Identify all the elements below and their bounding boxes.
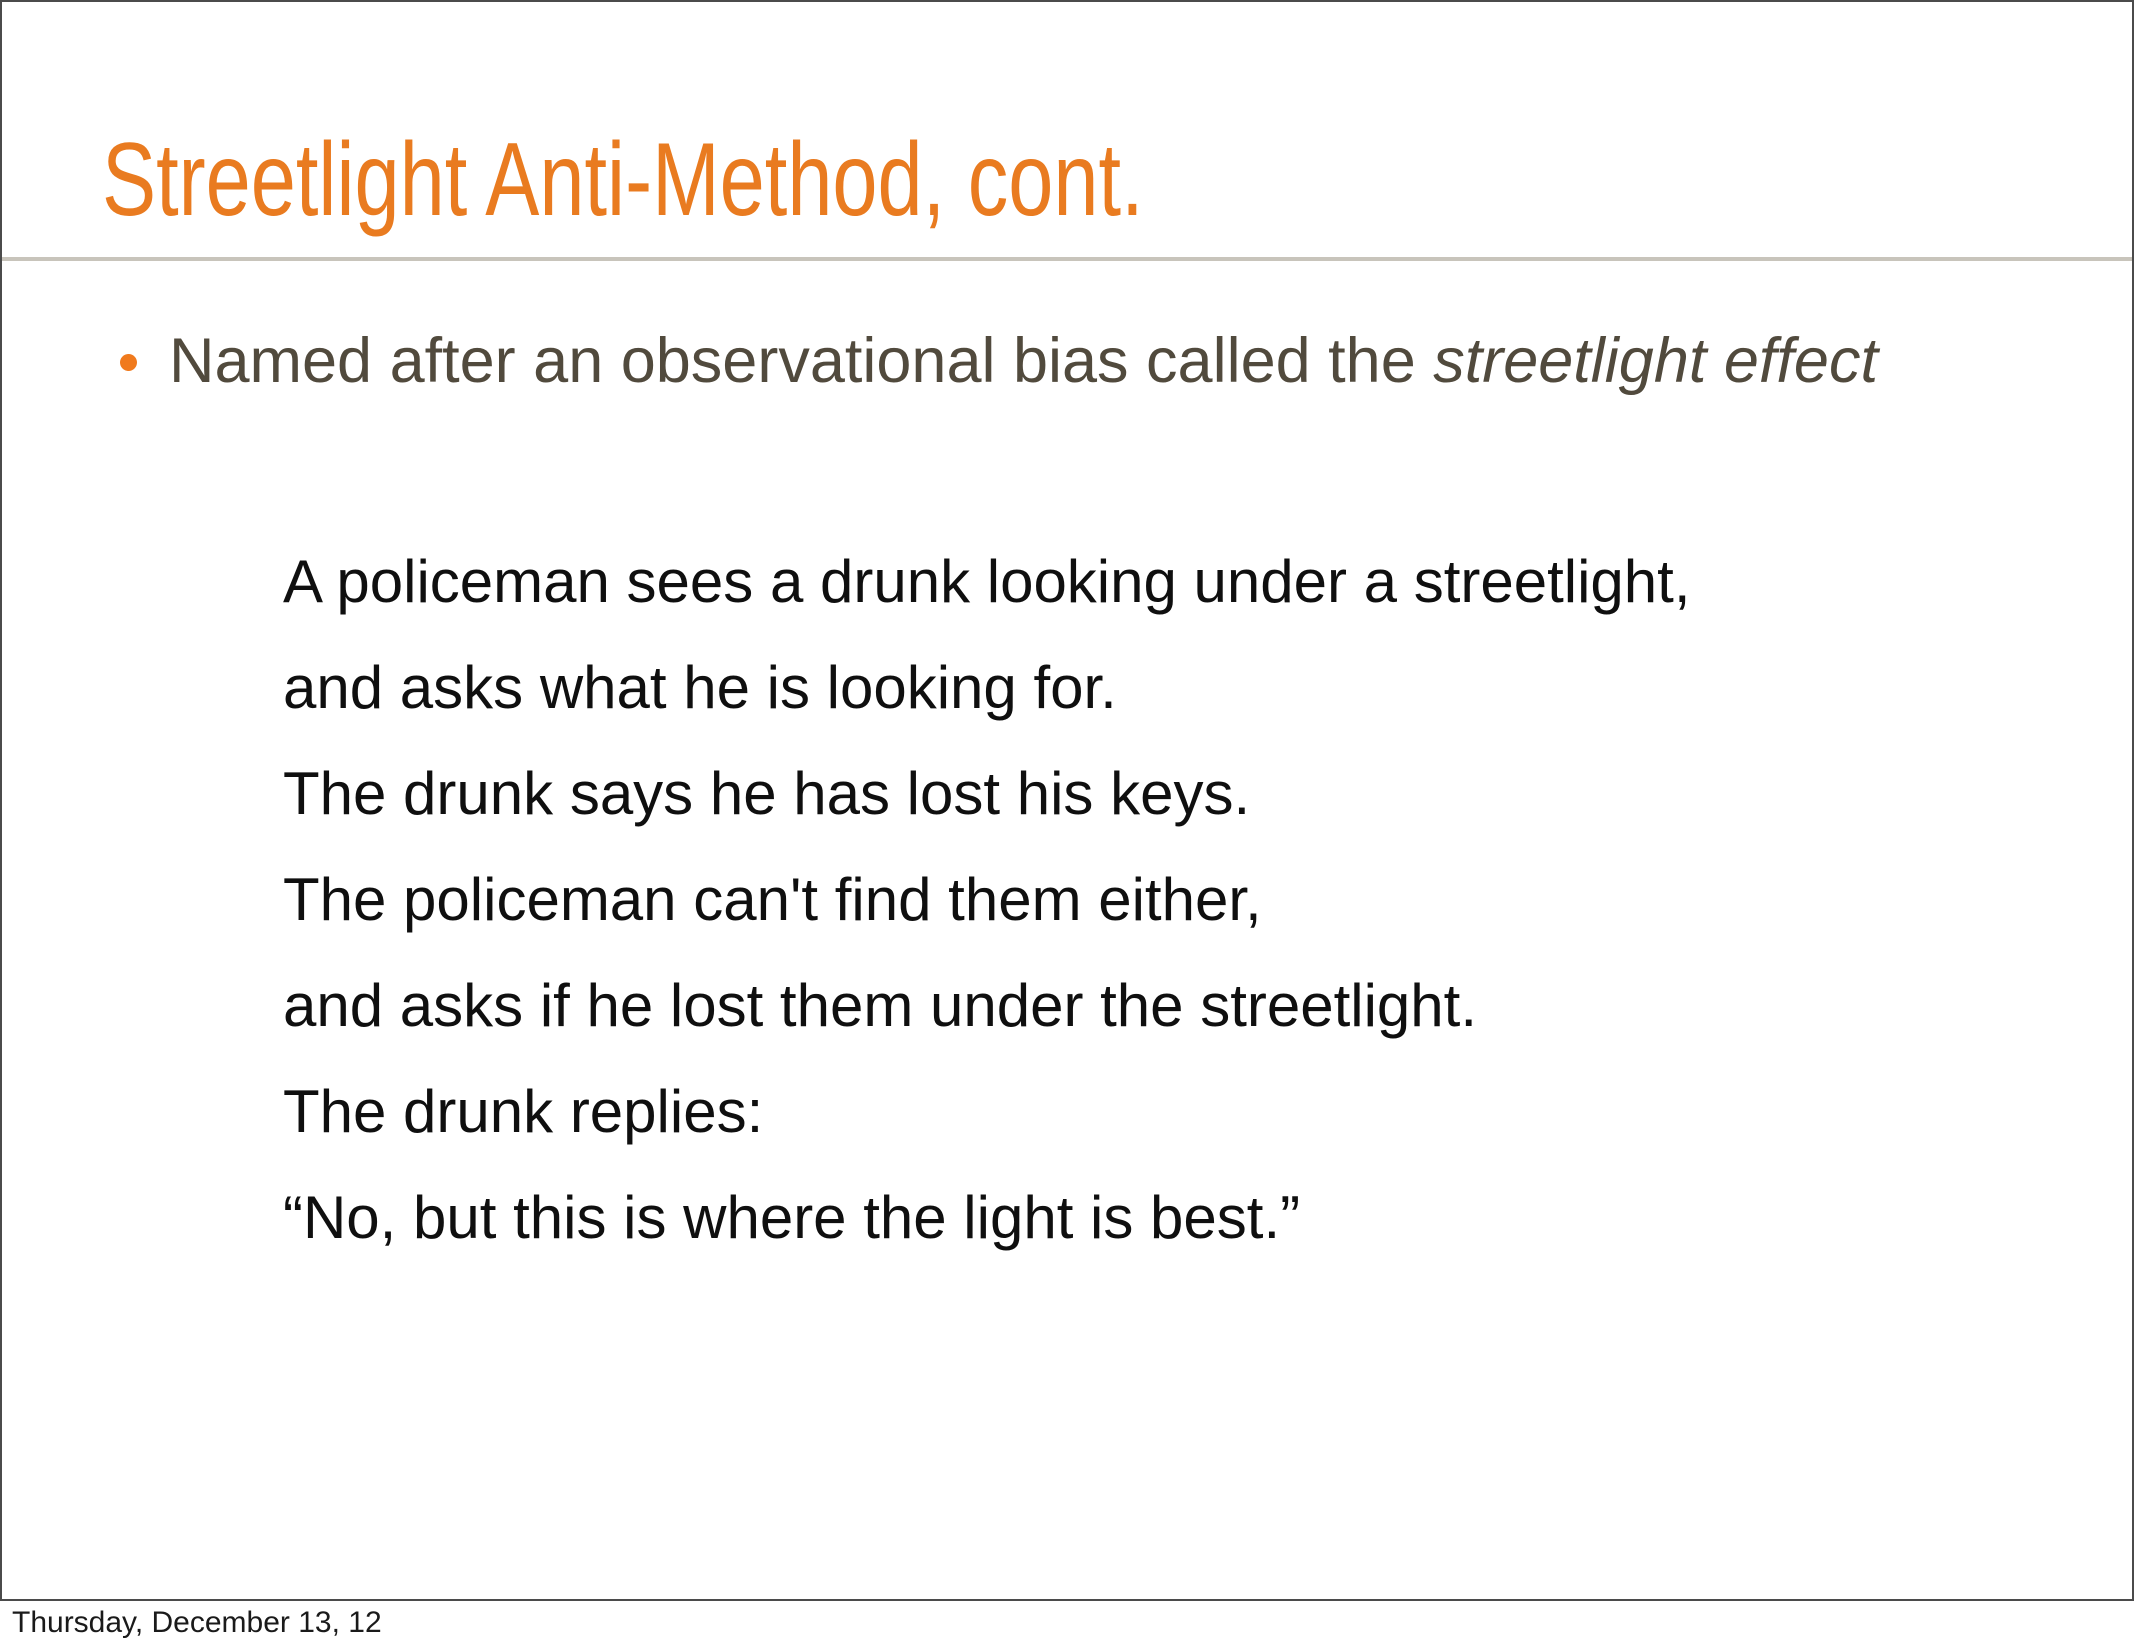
slide-title: Streetlight Anti-Method, cont. [102, 122, 1144, 238]
footer-bar [0, 1601, 2134, 1642]
title-divider-rule [2, 257, 2132, 261]
quote-line: The drunk says he has lost his keys. [283, 760, 1251, 827]
bullet-item [120, 324, 1878, 400]
quote-line: A policeman sees a drunk looking under a streetlight, [283, 548, 1691, 615]
quote-line: The drunk replies: [283, 1078, 764, 1145]
quote-line: and asks what he is looking for. [283, 654, 1117, 721]
bullet-text-plain: Named after an observational bias called the [169, 326, 1434, 396]
bullet-text [169, 324, 1878, 400]
streetlight-parable-quote [283, 529, 1691, 1271]
quote-line: “No, but this is where the light is best.” [283, 1184, 1301, 1251]
quote-line: The policeman can't find them either, [283, 866, 1262, 933]
bullet-dot-icon [120, 354, 137, 371]
bullet-text-italic-term: streetlight effect [1433, 326, 1878, 396]
quote-line: and asks if he lost them under the streetlight. [283, 972, 1477, 1039]
footer-date-label: Thursday, December 13, 12 [12, 1606, 382, 1639]
